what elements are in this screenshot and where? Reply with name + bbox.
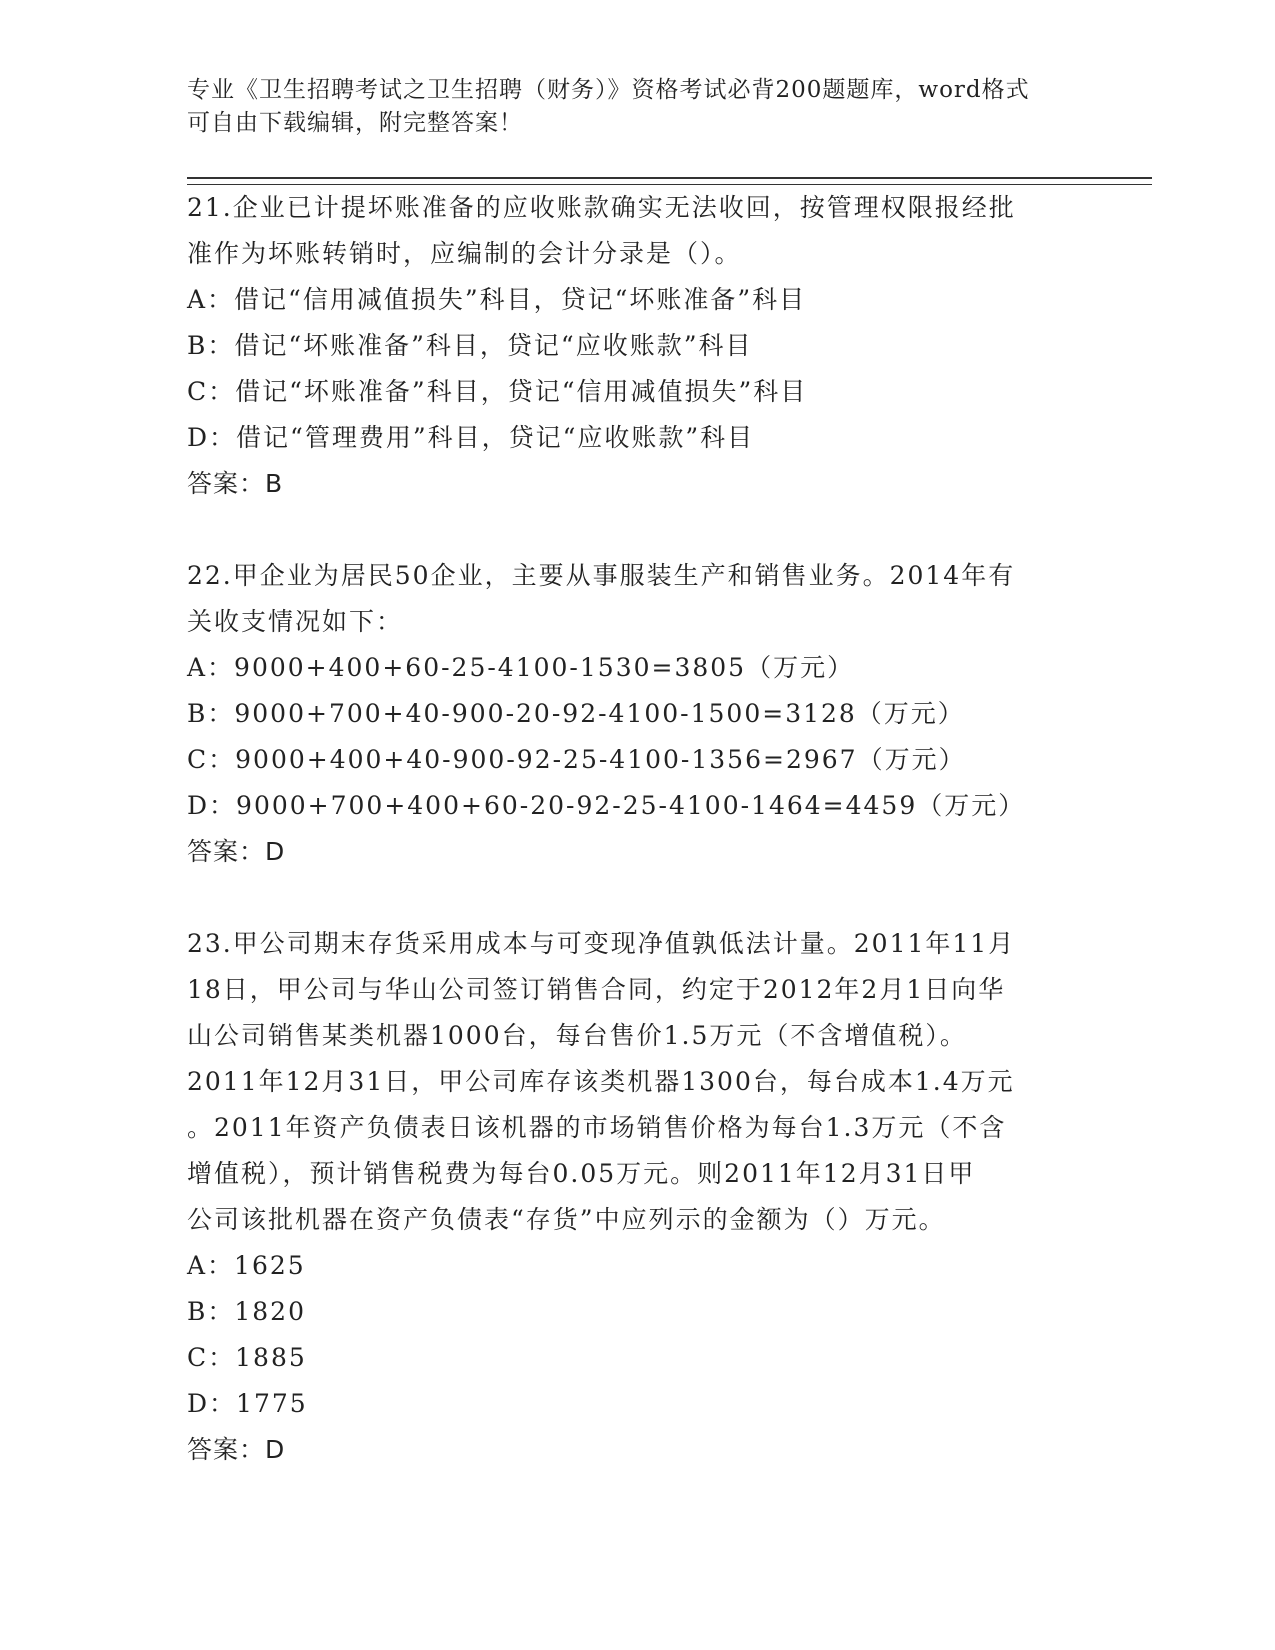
question-21 bbox=[187, 185, 1087, 507]
answer-line: 答案：D bbox=[187, 837, 286, 866]
option-b: B：借记“坏账准备”科目，贷记“应收账款”科目 bbox=[187, 331, 753, 360]
header-line-2: 可自由下载编辑，附完整答案！ bbox=[187, 110, 523, 136]
option-c: C：9000+400+40-900-92-25-4100-1356=2967（万元） bbox=[187, 745, 966, 774]
question-23 bbox=[187, 921, 1087, 1473]
question-stem-line: 公司该批机器在资产负债表“存货”中应列示的金额为（）万元。 bbox=[187, 1205, 946, 1234]
option-d: D：1775 bbox=[187, 1389, 308, 1418]
question-stem-line: 21.企业已计提坏账准备的应收账款确实无法收回，按管理权限报经批 bbox=[187, 193, 1016, 222]
question-stem-line: 22.甲企业为居民50企业，主要从事服装生产和销售业务。2014年有 bbox=[187, 561, 1016, 590]
answer-line: 答案：B bbox=[187, 469, 284, 498]
question-stem-line: 关收支情况如下： bbox=[187, 607, 404, 636]
header-line-1: 专业《卫生招聘考试之卫生招聘（财务）》资格考试必背200题题库，word格式 bbox=[187, 77, 1030, 103]
document-header bbox=[187, 74, 1087, 140]
option-a: A：借记“信用减值损失”科目，贷记“坏账准备”科目 bbox=[187, 285, 807, 314]
question-stem-line: 18日，甲公司与华山公司签订销售合同，约定于2012年2月1日向华 bbox=[187, 975, 1006, 1004]
option-d: D：借记“管理费用”科目，贷记“应收账款”科目 bbox=[187, 423, 755, 452]
question-stem-line: 。2011年资产负债表日该机器的市场销售价格为每台1.3万元（不含 bbox=[187, 1113, 1007, 1142]
question-stem-line: 2011年12月31日，甲公司库存该类机器1300台，每台成本1.4万元 bbox=[187, 1067, 1015, 1096]
question-stem-line: 23.甲公司期末存货采用成本与可变现净值孰低法计量。2011年11月 bbox=[187, 929, 1016, 958]
question-stem-line: 准作为坏账转销时，应编制的会计分录是（）。 bbox=[187, 239, 742, 268]
option-c: C：1885 bbox=[187, 1343, 307, 1372]
question-stem-line: 山公司销售某类机器1000台，每台售价1.5万元（不含增值税）。 bbox=[187, 1021, 967, 1050]
option-d: D：9000+700+400+60-20-92-25-4100-1464=4459（万元） bbox=[187, 791, 1026, 820]
option-b: B：1820 bbox=[187, 1297, 306, 1326]
option-c: C：借记“坏账准备”科目，贷记“信用减值损失”科目 bbox=[187, 377, 808, 406]
option-a: A：9000+400+60-25-4100-1530=3805（万元） bbox=[187, 653, 855, 682]
header-divider-thick bbox=[187, 177, 1152, 179]
question-22 bbox=[187, 553, 1087, 875]
option-b: B：9000+700+40-900-20-92-4100-1500=3128（万元） bbox=[187, 699, 965, 728]
answer-line: 答案：D bbox=[187, 1435, 286, 1464]
question-stem-line: 增值税），预计销售税费为每台0.05万元。则2011年12月31日甲 bbox=[187, 1159, 976, 1188]
option-a: A：1625 bbox=[187, 1251, 306, 1280]
